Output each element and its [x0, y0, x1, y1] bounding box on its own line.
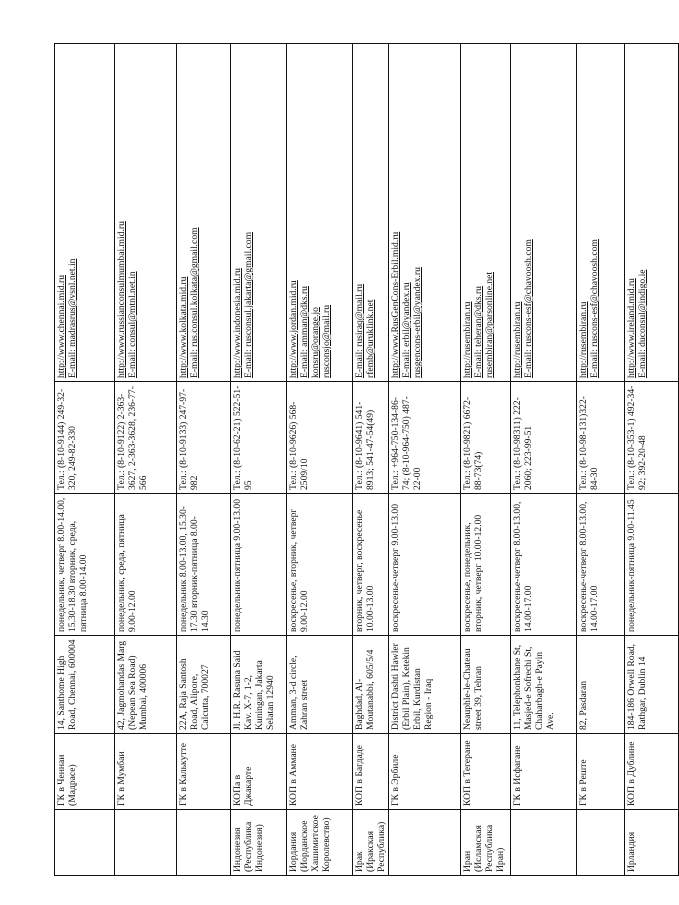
website-link[interactable]: http://rusembiran.ru: [578, 301, 589, 378]
email-link[interactable]: E-mail: consul@mtnl.net.in: [127, 271, 138, 378]
contacts-cell: [625, 44, 679, 382]
country-cell: [115, 810, 177, 876]
contacts-cell: [55, 44, 115, 382]
country-cell: Иран (Исламская Республика Иран): [461, 810, 511, 876]
country-cell: [511, 810, 577, 876]
table-row: [511, 44, 577, 876]
table-row: [353, 44, 389, 876]
country-cell: [577, 810, 625, 876]
email-link[interactable]: E-mail: madrasrus@vsnl.net.in: [67, 258, 78, 378]
table-row: [389, 44, 461, 876]
office-cell: КОПа в Джакарте: [231, 734, 287, 810]
contacts-cell: [389, 44, 461, 382]
phone-cell: Тел.: (8-10-9133) 247-97-982: [177, 382, 231, 494]
table-row: [177, 44, 231, 876]
hours-cell: понедельник-пятница 9.00-13.00: [231, 494, 287, 636]
table-row: [55, 44, 115, 876]
address-cell: 11, Telephonkhane St, Masjed-e Sofrechi St, Chaharbagh-e Payin Ave.: [511, 636, 577, 734]
phone-cell: Тел.: (8-10-353-1) 492-34-92; 392-20-48: [625, 382, 679, 494]
contacts-cell: [511, 44, 577, 382]
office-cell: КОП в Багдаде: [353, 734, 389, 810]
address-cell: Neauphle-le-Chateau street 39, Tehran: [461, 636, 511, 734]
website-link[interactable]: http://www.chennai.mid.ru: [56, 274, 67, 378]
hours-cell: воскресенье, понедельник, вторник, четверг 10.00-12.00: [461, 494, 511, 636]
table-row: [625, 44, 679, 876]
email-link[interactable]: konsru@orange.jo: [310, 307, 321, 378]
office-cell: ГК в Эрбиле: [389, 734, 461, 810]
office-cell: ГК в Исфагане: [511, 734, 577, 810]
contacts-cell: [115, 44, 177, 382]
email-link[interactable]: rusgencons-erbil@yandex.ru: [412, 267, 423, 378]
phone-cell: Тел.: (8-10-9641) 541-8913; 541-47-54(49): [353, 382, 389, 494]
hours-cell: воскресенье-четверг 8.00-13.00, 14.00-17.00: [577, 494, 625, 636]
office-cell: ГК в Калькутте: [177, 734, 231, 810]
office-cell: ГК в Реште: [577, 734, 625, 810]
hours-cell: вторник, четверг, воскресенье 10.00-13.00: [353, 494, 389, 636]
website-link[interactable]: http://www.RusGenCons-Erbil.mid.ru: [390, 231, 401, 378]
hours-cell: воскресенье-четверг 9.00-13.00: [389, 494, 461, 636]
email-link[interactable]: rusconsjo@mail.ru: [321, 304, 332, 378]
address-cell: 42, Jagmohandas Marg (Nepean Sea Road) Mumbai, 400006: [115, 636, 177, 734]
address-cell: Jl. H.R. Rasuna Said Kav. X-7, 1-2, Kuningan, Jakarta Selatan 12940: [231, 636, 287, 734]
website-link[interactable]: http://rusembiran.ru: [462, 301, 473, 378]
address-cell: Amman, 3-d circle, Zahran street: [287, 636, 353, 734]
phone-cell: Тел.: (8-10-98-131)322-84-30: [577, 382, 625, 494]
email-link[interactable]: rusembiran@parsonline.net: [484, 271, 495, 378]
phone-cell: Тел.: (8-10-9821) 6672-88-73(74): [461, 382, 511, 494]
phone-cell: Тел.: (8-10-9626) 568-2509/10: [287, 382, 353, 494]
hours-cell: понедельник-пятница 9.00-11.45: [625, 494, 679, 636]
email-link[interactable]: E-mail: amman@dks.ru: [299, 286, 310, 378]
address-cell: 22A, Raja Santosh Road, Alipore, Calcutta, 700027: [177, 636, 231, 734]
email-link[interactable]: E-mail: rus.consul.kolkata@gmail.com: [189, 227, 200, 378]
consulates-table: [54, 43, 679, 876]
office-cell: КОП в Аммане: [287, 734, 353, 810]
country-cell: Ирак (Иракская Республика): [353, 810, 389, 876]
contacts-cell: [461, 44, 511, 382]
table-row: [287, 44, 353, 876]
contacts-cell: [231, 44, 287, 382]
website-link[interactable]: http://www.ireland.mid.ru: [626, 278, 637, 378]
country-cell: [389, 810, 461, 876]
website-link[interactable]: http://www.indonesia.mid.ru: [232, 268, 243, 378]
hours-cell: понедельник, среда, пятница 9.00-12.00: [115, 494, 177, 636]
email-link[interactable]: E-mail: ruscons-esf@chavoosh.com: [589, 239, 600, 378]
phone-cell: Тел.: +964-750-134-86-74; (8-10-964-750) 487-22-00: [389, 382, 461, 494]
email-link[interactable]: E-mail: rusiraq@mail.ru: [354, 283, 365, 378]
email-link[interactable]: E-mail: ruscons-esf@chavoosh.com: [523, 239, 534, 378]
country-cell: Иордания (Иорданское Хашимитское Королевство): [287, 810, 353, 876]
email-link[interactable]: E-mail: erbil@yandex.ru: [401, 282, 412, 378]
table-row: [115, 44, 177, 876]
phone-cell: Тел.: (8-10-98311) 222-2060; 223-99-51: [511, 382, 577, 494]
address-cell: 14, Santhome High Road, Chennai, 600004: [55, 636, 115, 734]
country-cell: Индонезия (Республика Индонезия): [231, 810, 287, 876]
contacts-cell: [287, 44, 353, 382]
website-link[interactable]: http://www.russianconsulmumbai.mid.ru: [116, 221, 127, 378]
website-link[interactable]: http://rusembiran.ru: [512, 301, 523, 378]
hours-cell: понедельник, четверг 8.00-14.00, 15.30-18.30 вторник, среда, пятница 8.00-14.00: [55, 494, 115, 636]
rotated-table-container: [54, 44, 648, 876]
table-row: [461, 44, 511, 876]
phone-cell: Тел.: (8-10-9122) 2-363-3627, 2-363-3628, 236-77-566: [115, 382, 177, 494]
contacts-cell: [577, 44, 625, 382]
office-cell: ГК в Мумбаи: [115, 734, 177, 810]
office-cell: КОП в Дублине: [625, 734, 679, 810]
phone-cell: Тел.: (8-10-62-21) 522-51-95: [231, 382, 287, 494]
country-cell: [55, 810, 115, 876]
table-row: [231, 44, 287, 876]
email-link[interactable]: E-mail: rusconsul.jakarta@gmail.com: [243, 231, 254, 378]
website-link[interactable]: http://www.jordan.mid.ru: [288, 280, 299, 378]
email-link[interactable]: E-mail: teheran@dks.ru: [473, 286, 484, 378]
office-cell: ГК в Ченнаи (Мадрасе): [55, 734, 115, 810]
email-link[interactable]: rfemb@uruklink.net: [365, 299, 376, 378]
address-cell: 82, Pasdaran: [577, 636, 625, 734]
hours-cell: воскресенье, вторник, четверг 9.00-12.00: [287, 494, 353, 636]
address-cell: 184-186 Orwell Road, Rathgar, Dublin 14: [625, 636, 679, 734]
country-cell: Ирландия: [625, 810, 679, 876]
contacts-cell: [353, 44, 389, 382]
hours-cell: понедельник 8.00-13.00, 15.30-17.30 вторник-пятница 8.00-14.30: [177, 494, 231, 636]
phone-cell: Тел.: (8-10-9144) 249-32-320, 249-82-330: [55, 382, 115, 494]
country-cell: [177, 810, 231, 876]
office-cell: КОП в Тегеране: [461, 734, 511, 810]
table-row: [577, 44, 625, 876]
address-cell: Baghdad, Al-Moutanabbi, 605/5/4: [353, 636, 389, 734]
contacts-cell: [177, 44, 231, 382]
website-link[interactable]: http://www.kolkata.mid.ru: [178, 276, 189, 378]
address-cell: District Dashti Hawler (Erbil Plain), Ketekin Erbil, Kurdistan Region - Iraq: [389, 636, 461, 734]
email-link[interactable]: E-mail: duconsul@indigo.ie: [637, 269, 648, 378]
hours-cell: воскресенье-четверг 8.00-13.00, 14.00-17.00: [511, 494, 577, 636]
